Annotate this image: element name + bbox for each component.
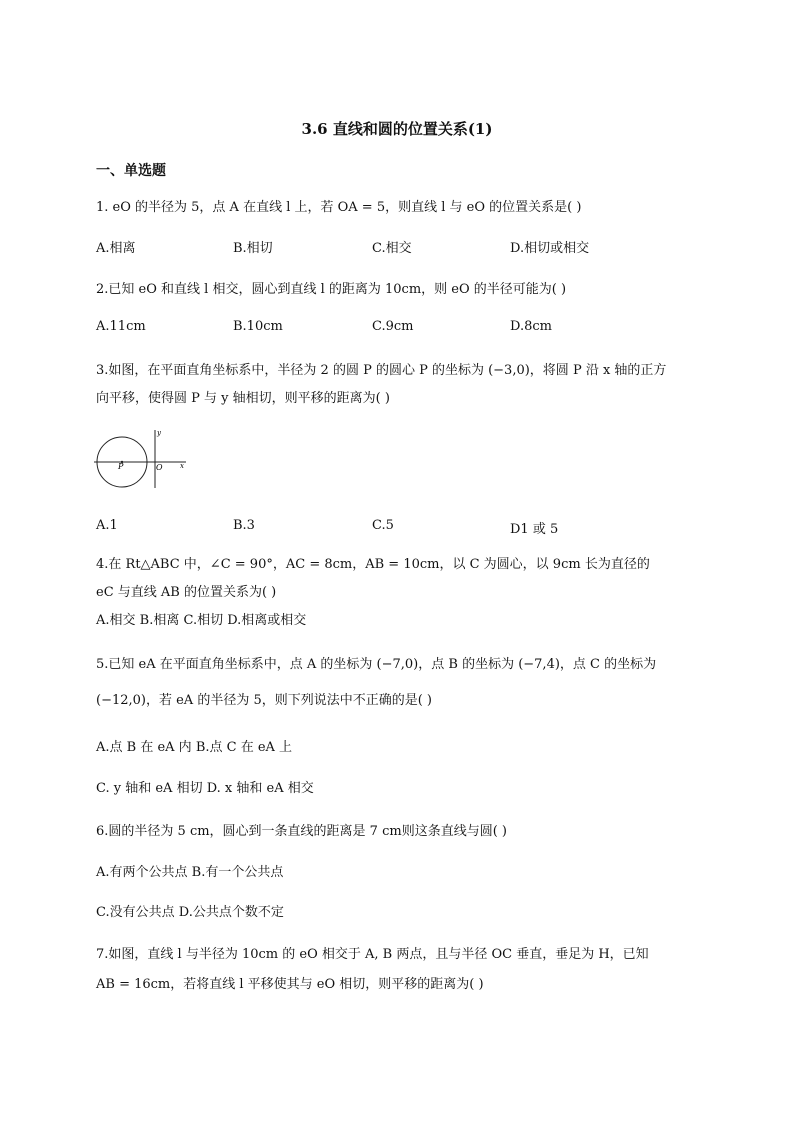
q3-option-c: C.5 (372, 518, 394, 533)
q3-option-b: B.3 (233, 518, 255, 533)
label-o: O (156, 463, 163, 472)
q2-option-a: A.11cm (96, 319, 146, 334)
label-p: P (118, 462, 124, 471)
question-5-stem-line-1: 5.已知 eA 在平面直角坐标系中，点 A 的坐标为 (−7,0)，点 B 的坐标为 (−7,4)，点 C 的坐标为 (96, 657, 657, 672)
question-3-stem-line-2: 向平移，使得圆 P 与 y 轴相切，则平移的距离为( ) (96, 391, 390, 406)
page-title: 3.6 直线和圆的位置关系(1) (301, 120, 493, 138)
question-6-options-line-1: A.有两个公共点 B.有一个公共点 (96, 865, 284, 880)
q3-option-d: D1 或 5 (510, 522, 559, 537)
q1-option-a: A.相离 (96, 241, 136, 256)
q2-option-c: C.9cm (372, 319, 414, 334)
question-5-stem-line-2: (−12,0)，若 eA 的半径为 5，则下列说法中不正确的是( ) (96, 693, 433, 708)
question-7-stem-line-1: 7.如图，直线 l 与半径为 10cm 的 eO 相交于 A, B 两点，且与半径 OC 垂直，垂足为 H，已知 (96, 947, 649, 962)
q1-option-d: D.相切或相交 (510, 241, 590, 256)
question-2-stem: 2.已知 eO 和直线 l 相交，圆心到直线 l 的距离为 10cm，则 eO 的半径可能为( ) (96, 282, 567, 297)
label-y: y (157, 429, 161, 437)
q1-option-b: B.相切 (233, 241, 273, 256)
question-5-options-line-2: C. y 轴和 eA 相切 D. x 轴和 eA 相交 (96, 781, 314, 796)
section-heading: 一、单选题 (96, 163, 166, 179)
q1-option-c: C.相交 (372, 241, 412, 256)
question-1-stem: 1. eO 的半径为 5，点 A 在直线 l 上，若 OA = 5，则直线 l 与 eO 的位置关系是( ) (96, 200, 582, 215)
q2-option-b: B.10cm (233, 319, 283, 334)
question-6-stem: 6.圆的半径为 5 cm，圆心到一条直线的距离是 7 cm则这条直线与圆( ) (96, 824, 507, 839)
question-6-options-line-2: C.没有公共点 D.公共点个数不定 (96, 905, 284, 920)
question-4-stem-line-1: 4.在 Rt△ABC 中，∠C = 90°，AC = 8cm，AB = 10cm，以 C 为圆心，以 9cm 长为直径的 (96, 557, 650, 572)
label-x: x (180, 462, 184, 470)
question-7-stem-line-2: AB = 16cm，若将直线 l 平移使其与 eO 相切，则平移的距离为( ) (96, 977, 484, 992)
question-3-figure (92, 426, 192, 492)
question-4-stem-line-2: eC 与直线 AB 的位置关系为( ) (96, 585, 277, 600)
q2-option-d: D.8cm (510, 319, 552, 334)
question-4-options: A.相交 B.相离 C.相切 D.相离或相交 (96, 613, 307, 628)
question-5-options-line-1: A.点 B 在 eA 内 B.点 C 在 eA 上 (96, 740, 293, 755)
question-3-stem-line-1: 3.如图，在平面直角坐标系中，半径为 2 的圆 P 的圆心 P 的坐标为 (−3,0)，将圆 P 沿 x 轴的正方 (96, 363, 667, 378)
q3-option-a: A.1 (96, 518, 118, 533)
